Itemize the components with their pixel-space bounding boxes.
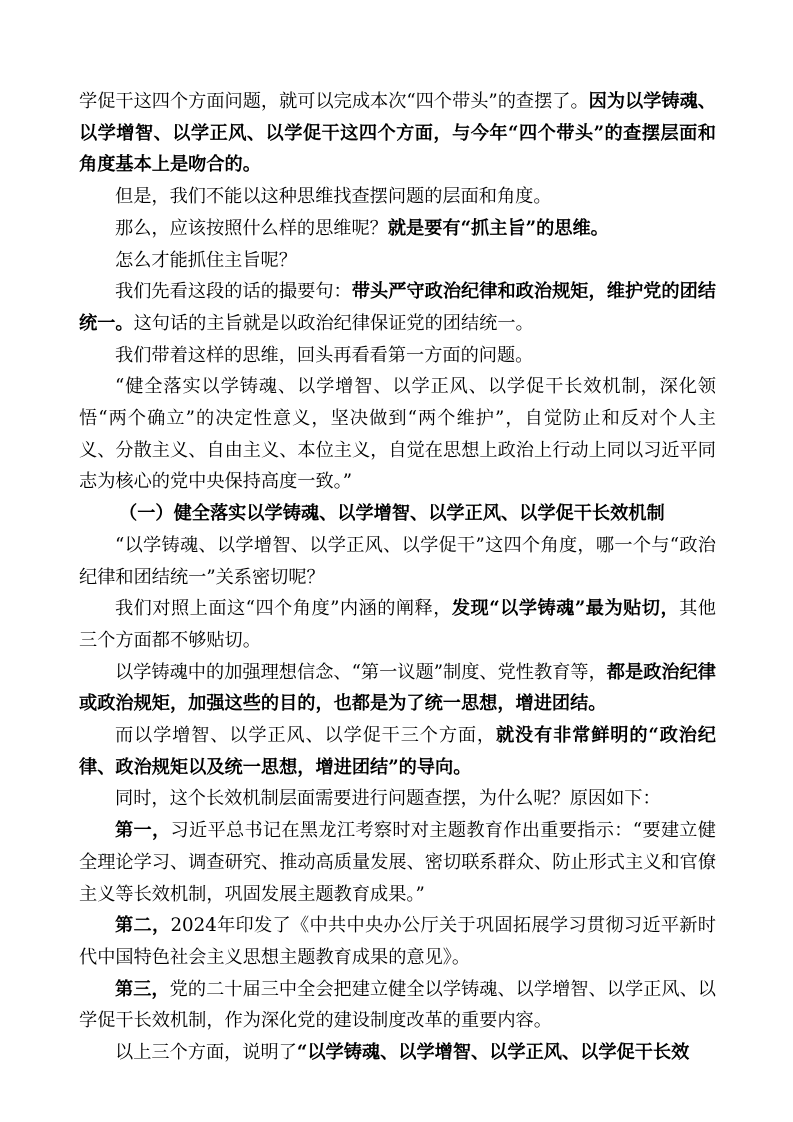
text-segment: 同时，这个长效机制层面需要进行问题查摆，为什么呢？原因如下： — [115, 788, 661, 810]
text-segment: 习近平总书记在黑龙江考察时对主题教育作出重要指示：“要建立健全理论学习、调查研究、推动高质量发展、密切联系群众、防止形式主义和官僚主义等长效机制，巩固发展主题教育成果。” — [79, 820, 716, 905]
document-body — [79, 86, 716, 1069]
bold-text-segment: 第二， — [115, 915, 171, 937]
bold-text-segment: 因为以学铸魂、以学增智、以学正风、以学促干这四个方面，与今年“四个带头”的查摆层面和角度基本上是吻合的。 — [79, 91, 716, 176]
paragraph — [79, 593, 716, 656]
paragraph — [79, 86, 716, 181]
paragraph — [79, 245, 716, 277]
text-segment: 其他三个方面都不够贴切。 — [79, 598, 716, 651]
bold-text-segment: 第一， — [115, 820, 171, 842]
bold-text-segment: 就是要有“抓主旨”的思维。 — [387, 217, 609, 239]
text-segment: 党的二十届三中全会把建立健全以学铸魂、以学增智、以学正风、以学促干长效机制，作为深化党的建设制度改革的重要内容。 — [79, 978, 716, 1032]
paragraph — [79, 910, 716, 973]
text-segment: “健全落实以学铸魂、以学增智、以学正风、以学促干长效机制，深化领悟“两个确立”的决定性意义，坚决做到“两个维护”，自觉防止和反对个人主义、分散主义、自由主义、本位主义，自觉在思想上政治上行动上同以习近平同志为核心的党中央保持高度一致。” — [79, 376, 716, 493]
text-segment: 我们对照上面这“四个角度”内涵的阐释， — [115, 598, 452, 620]
text-segment: “以学铸魂、以学增智、以学正风、以学促干”这四个角度，哪一个与“政治纪律和团结统一”关系密切呢？ — [79, 534, 716, 588]
bold-text-segment: （一）健全落实以学铸魂、以学增智、以学正风、以学促干长效机制 — [119, 503, 665, 525]
paragraph — [79, 181, 716, 213]
text-segment: 怎么才能抓住主旨呢？ — [115, 249, 297, 271]
text-segment: 以学铸魂中的加强理想信念、“第一议题”制度、党性教育等， — [115, 661, 607, 683]
bold-text-segment: 发现“以学铸魂”最为贴切， — [451, 598, 680, 620]
bold-text-segment: 都是政治纪律或政治规矩，加强这些的目的，也都是为了统一思想，增进团结。 — [79, 661, 716, 715]
bold-text-segment: 第三， — [115, 978, 170, 1000]
paragraph — [79, 276, 716, 339]
text-segment: 但是，我们不能以这种思维找查摆问题的层面和角度。 — [115, 186, 552, 208]
bold-text-segment: 带头严守政治纪律和政治规矩，维护党的团结统一。 — [79, 281, 716, 334]
text-segment: 我们带着这样的思维，回头再看看第一方面的问题。 — [115, 344, 534, 366]
paragraph — [79, 340, 716, 372]
paragraph — [79, 371, 716, 498]
paragraph — [79, 783, 716, 815]
text-segment: 而以学增智、以学正风、以学促干三个方面， — [115, 725, 496, 747]
text-segment: 2024年印发了《中共中央办公厅关于巩固拓展学习贯彻习近平新时代中国特色社会主义思想主题教育成果的意见》。 — [79, 915, 716, 968]
text-segment: 那么，应该按照什么样的思维呢？ — [115, 217, 388, 239]
text-segment: 我们先看这段的话的撮要句： — [115, 281, 352, 303]
text-segment: 这句话的主旨就是以政治纪律保证党的团结统一。 — [133, 312, 534, 334]
paragraph — [79, 530, 716, 593]
bold-text-segment: 就没有非常鲜明的“政治纪律、政治规矩以及统一思想，增进团结”的导向。 — [79, 725, 716, 778]
paragraph — [79, 657, 716, 720]
paragraph — [79, 720, 716, 783]
section-heading — [79, 498, 716, 530]
paragraph — [79, 974, 716, 1037]
paragraph — [79, 213, 716, 245]
text-segment: 学促干这四个方面问题，就可以完成本次“四个带头”的查摆了。 — [79, 91, 589, 112]
paragraph — [79, 815, 716, 910]
paragraph — [79, 1037, 716, 1069]
text-segment: 以上三个方面，说明了 — [115, 1042, 297, 1064]
bold-text-segment: “以学铸魂、以学增智、以学正风、以学促干长效 — [296, 1042, 690, 1064]
